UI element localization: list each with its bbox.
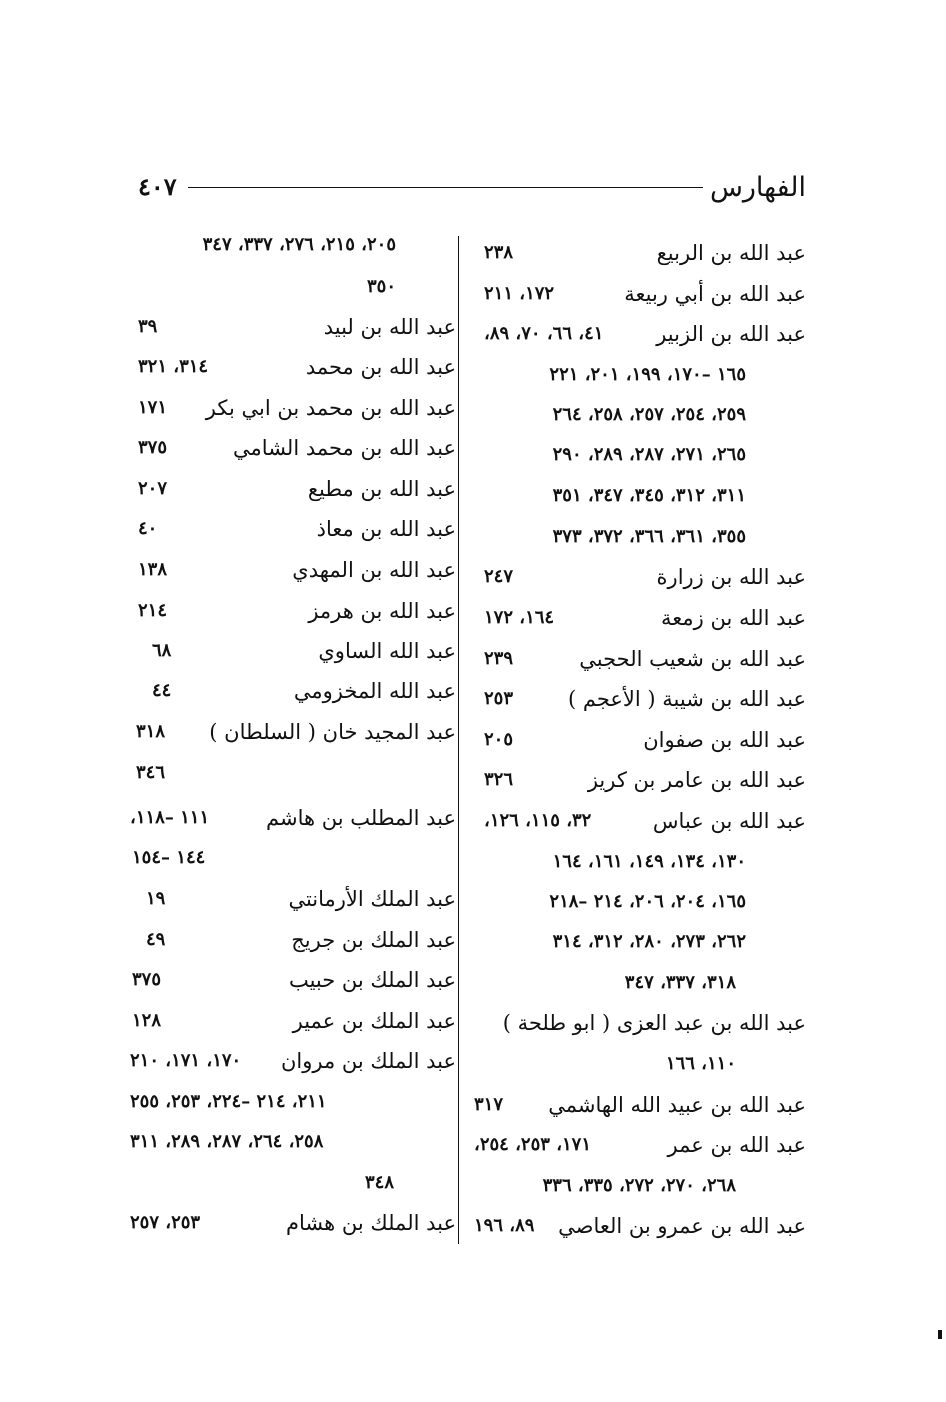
index-entry-continuation: [464, 1044, 806, 1084]
entry-name: عبد الملك بن جريج: [291, 928, 456, 952]
page-title: الفهارس: [709, 172, 806, 203]
index-entry: [464, 557, 806, 597]
index-entry: [126, 1203, 456, 1243]
index-entry-continuation: [464, 476, 806, 516]
entry-pages: ٢١١، ٢١٤ –٢٢٤، ٢٥٣، ٢٥٥: [130, 1091, 327, 1112]
entry-name: عبد الملك بن هشام: [286, 1211, 456, 1235]
entry-name: عبد الله بن زرارة: [656, 565, 806, 589]
entry-name: عبد الله بن عبد العزى ( ابو طلحة ): [502, 1011, 806, 1035]
entry-name: عبد الله بن عمرو بن العاصي: [558, 1214, 806, 1238]
entry-name: عبد الله بن محمد بن ابي بكر: [205, 396, 456, 420]
page-number: ٤٠٧: [138, 172, 177, 201]
entry-name: عبد الله بن عبيد الله الهاشمي: [548, 1093, 806, 1117]
index-entry-continuation: [464, 517, 806, 557]
entry-name: عبد الله بن عمر: [667, 1133, 806, 1157]
entry-name: عبد الملك بن عمير: [292, 1009, 456, 1033]
index-entry: [464, 1125, 806, 1165]
entry-pages: ٤١، ٦٦، ٧٠، ٨٩،: [484, 323, 604, 344]
entry-pages: ٤٤: [152, 680, 172, 701]
entry-pages: ٣١٧: [474, 1094, 504, 1115]
index-entry-continuation: [464, 395, 806, 435]
index-entry: [126, 591, 456, 631]
index-entry: [126, 920, 456, 960]
entry-pages: ١١١ –١١٨،: [130, 807, 210, 828]
entry-name: عبد الله بن الزبير: [656, 322, 806, 346]
index-entry: [464, 598, 806, 638]
index-entry: [126, 671, 456, 711]
index-entry: [464, 1085, 806, 1125]
index-entry-continuation: [126, 225, 456, 265]
index-entry: [126, 631, 456, 671]
entry-pages: ٣٢٦: [484, 769, 514, 790]
index-entry-continuation: [126, 267, 456, 307]
entry-pages: ٢٣٩: [484, 648, 514, 669]
entry-pages: ١٦٤، ١٧٢: [484, 607, 555, 628]
entry-pages: ٤٩: [146, 929, 166, 950]
entry-pages: ١٤٤ –١٥٤: [132, 847, 206, 868]
index-entry: [126, 347, 456, 387]
entry-pages: ٢٥٣، ٢٥٧: [130, 1212, 201, 1233]
entry-pages: ١٢٨: [132, 1010, 162, 1031]
entry-pages: ١٧١: [138, 397, 168, 418]
index-entry-continuation: [126, 1082, 456, 1122]
index-entry: [126, 428, 456, 468]
entry-name: عبد الملك بن حبيب: [288, 968, 456, 992]
entry-pages: ١٦٥ –١٧٠، ١٩٩، ٢٠١، ٢٢١: [549, 364, 746, 385]
entry-name: عبد الله بن شعيب الحجبي: [579, 647, 806, 671]
entry-name: عبد الله المخزومي: [293, 679, 456, 703]
index-entry: [464, 760, 806, 800]
entry-pages: ٢١٤: [138, 600, 168, 621]
index-entry: [126, 1041, 456, 1081]
index-entry-continuation: [464, 842, 806, 882]
entry-pages: ١٣٠، ١٣٤، ١٤٩، ١٦١، ١٦٤: [552, 851, 746, 872]
entry-pages: ٤٠: [138, 518, 158, 539]
entry-pages: ١٧١، ٢٥٣، ٢٥٤،: [474, 1134, 592, 1155]
index-column-left: [126, 225, 456, 1247]
entry-pages: ٢٤٧: [484, 566, 514, 587]
entry-pages: ٦٨: [152, 640, 172, 661]
entry-pages: ١٣٨: [138, 559, 168, 580]
entry-pages: ٢٠٧: [138, 478, 168, 499]
entry-name: عبد المطلب بن هاشم: [266, 806, 456, 830]
index-entry: [464, 1003, 806, 1043]
entry-name: عبد الله بن المهدي: [292, 558, 456, 582]
entry-name: عبد الله بن معاذ: [316, 517, 456, 541]
index-entry-continuation: [464, 882, 806, 922]
index-entry: [464, 1206, 806, 1246]
index-entry: [126, 879, 456, 919]
index-entry-continuation: [464, 1166, 806, 1206]
entry-pages: ٢٥٩، ٢٥٤، ٢٥٧، ٢٥٨، ٢٦٤: [552, 404, 746, 425]
entry-pages: ٢٠٥: [484, 729, 514, 750]
index-entry: [464, 314, 806, 354]
entry-name: عبد الملك بن مروان: [280, 1049, 456, 1073]
index-entry: [464, 274, 806, 314]
entry-name: عبد الله بن عامر بن كريز: [587, 768, 806, 792]
index-entry: [464, 679, 806, 719]
entry-pages: ٣١٤، ٣٢١: [138, 356, 209, 377]
header-rule: [188, 187, 703, 188]
entry-pages: ٣٤٨: [364, 1172, 394, 1193]
index-entry: [126, 307, 456, 347]
entry-pages: ٣١١، ٣١٢، ٣٤٥، ٣٤٧، ٣٥١: [552, 485, 746, 506]
entry-pages: ٢٦٢، ٢٧٣، ٢٨٠، ٣١٢، ٣١٤: [552, 931, 746, 952]
index-entry: [464, 801, 806, 841]
entry-pages: ٢٣٨: [484, 242, 514, 263]
index-entry: [126, 469, 456, 509]
page-header: [138, 168, 806, 208]
entry-name: عبد الله بن عباس: [652, 809, 806, 833]
entry-pages: ٣٥٠: [366, 276, 396, 297]
entry-pages: ٨٩، ١٩٦: [474, 1215, 535, 1236]
entry-pages: ٣٧٥: [132, 969, 162, 990]
entry-pages: ٢٥٨، ٢٦٤، ٢٨٧، ٢٨٩، ٣١١: [130, 1131, 324, 1152]
entry-pages: ٣١٨: [136, 721, 166, 742]
entry-pages: ٣٢، ١١٥، ١٢٦،: [484, 810, 592, 831]
index-entry: [126, 388, 456, 428]
entry-name: عبد الله بن الربيع: [656, 241, 806, 265]
index-entry-continuation: [126, 753, 456, 793]
entry-pages: ١١٠، ١٦٦: [665, 1053, 736, 1074]
entry-pages: ٢٦٨، ٢٧٠، ٢٧٢، ٣٣٥، ٣٣٦: [542, 1175, 736, 1196]
entry-name: عبد الله الساوي: [318, 639, 456, 663]
entry-pages: ١٩: [146, 888, 166, 909]
index-entry-continuation: [464, 435, 806, 475]
entry-pages: ٣١٨، ٣٣٧، ٣٤٧: [624, 972, 736, 993]
entry-name: عبد الله بن مطيع: [307, 477, 456, 501]
index-entry: [126, 960, 456, 1000]
entry-name: عبد الله بن شيبة ( الأعجم ): [567, 687, 806, 711]
entry-pages: ٢٠٥، ٢١٥، ٢٧٦، ٣٣٧، ٣٤٧: [202, 234, 396, 255]
entry-pages: ١٧٢، ٢١١: [484, 283, 555, 304]
index-entry: [126, 509, 456, 549]
entry-pages: ١٦٥، ٢٠٤، ٢٠٦، ٢١٤ –٢١٨: [549, 891, 746, 912]
entry-pages: ٢٦٥، ٢٧١، ٢٨٧، ٢٨٩، ٢٩٠: [552, 444, 746, 465]
index-entry-continuation: [126, 1122, 456, 1162]
entry-name: عبد الله بن محمد: [305, 355, 456, 379]
index-entry-continuation: [464, 963, 806, 1003]
entry-name: عبد الله بن أبي ربيعة: [624, 282, 806, 306]
index-entry-continuation: [464, 355, 806, 395]
scan-mark: [938, 1330, 942, 1339]
entry-name: عبد الله بن لبيد: [323, 315, 456, 339]
index-entry: [126, 798, 456, 838]
entry-name: عبد الله بن زمعة: [661, 606, 806, 630]
index-entry: [126, 1001, 456, 1041]
index-entry-continuation: [464, 922, 806, 962]
entry-name: عبد المجيد خان ( السلطان ): [209, 720, 456, 744]
index-entry-continuation: [126, 1163, 456, 1203]
entry-pages: ٣٥٥، ٣٦١، ٣٦٦، ٣٧٢، ٣٧٣: [552, 526, 746, 547]
entry-pages: ٣٧٥: [138, 437, 168, 458]
index-entry: [126, 550, 456, 590]
entry-pages: ٣٩: [138, 316, 158, 337]
entry-pages: ٣٤٦: [136, 762, 166, 783]
index-column-right: [464, 225, 806, 1247]
entry-name: عبد الله بن محمد الشامي: [233, 436, 456, 460]
entry-name: عبد الله بن صفوان: [643, 728, 806, 752]
entry-name: عبد الله بن هرمز: [308, 599, 456, 623]
index-entry-continuation: [126, 838, 456, 878]
index-entry: [464, 639, 806, 679]
index-entry: [464, 720, 806, 760]
entry-pages: ١٧٠، ١٧١، ٢١٠: [130, 1050, 242, 1071]
column-divider: [458, 236, 459, 1244]
entry-name: عبد الملك الأرمانتي: [288, 887, 456, 911]
index-entry: [464, 233, 806, 273]
entry-pages: ٢٥٣: [484, 688, 514, 709]
index-entry: [126, 712, 456, 752]
